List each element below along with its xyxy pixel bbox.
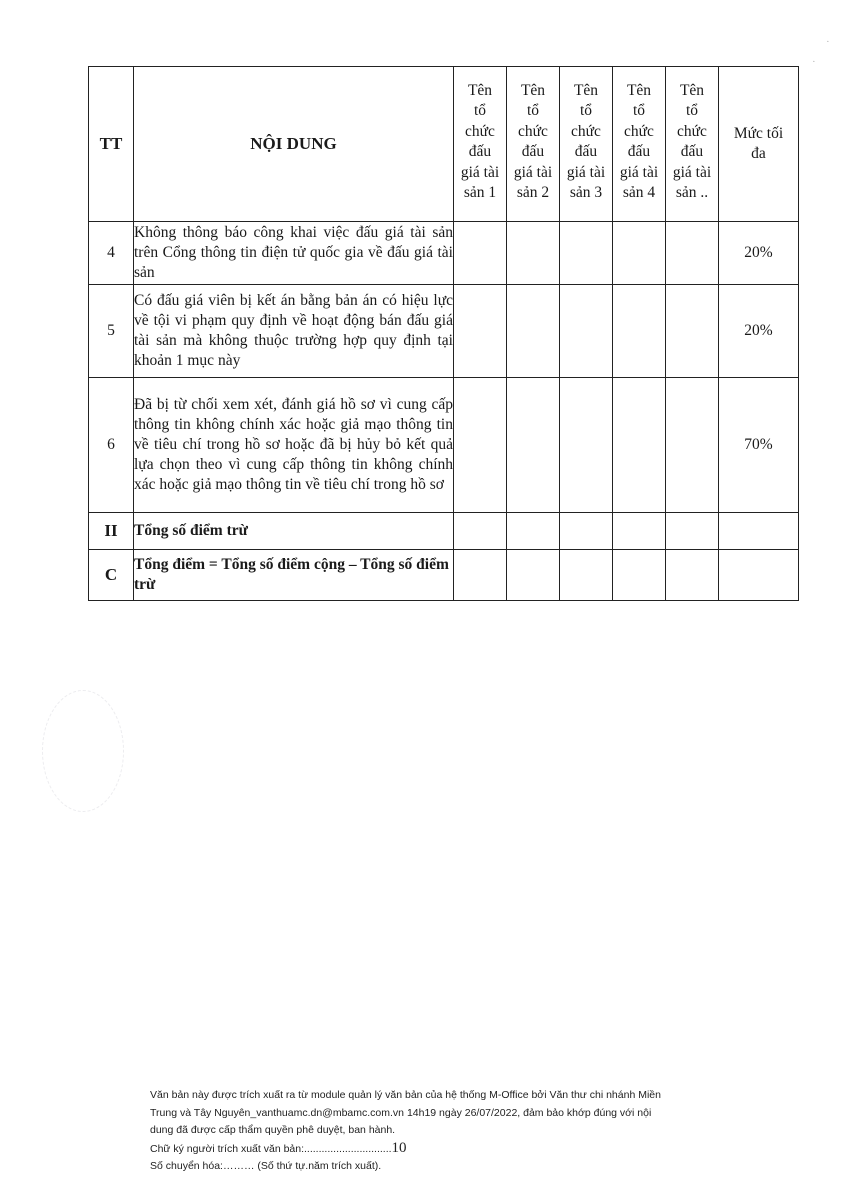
header-content: NỘI DUNG: [134, 67, 454, 222]
score-cell: [560, 513, 613, 550]
criteria-table-container: [88, 66, 798, 601]
score-cell: [666, 513, 719, 550]
extraction-footer: [150, 1087, 720, 1176]
row-content: Có đấu giá viên bị kết án bằng bản án có hiệu lực về tội vi phạm quy định về hoạt động bán đấu giá tài sản mà không thuộc trường hợp quy định tại khoản 1 mục này: [134, 285, 454, 378]
score-cell: [507, 378, 560, 513]
footer-line: dung đã được cấp thẩm quyền phê duyệt, ban hành.: [150, 1124, 396, 1136]
footer-line: Trung và Tây Nguyên_vanthuamc.dn@mbamc.com.vn 14h19 ngày 26/07/2022, đảm bảo khớp đúng với nội: [150, 1106, 652, 1119]
scan-dot: ·: [826, 36, 830, 48]
table-row-grand-total: [89, 550, 799, 601]
header-tt: TT: [89, 67, 134, 222]
table-row: [89, 378, 799, 513]
score-cell: [454, 513, 507, 550]
score-cell: [666, 285, 719, 378]
score-cell: [454, 285, 507, 378]
score-cell: [613, 513, 666, 550]
score-cell: [507, 222, 560, 285]
score-cell: [666, 378, 719, 513]
score-cell: [666, 550, 719, 601]
row-number: C: [89, 550, 134, 601]
row-number: 5: [89, 285, 134, 378]
score-cell: [613, 550, 666, 601]
table-header-row: [89, 67, 799, 222]
conversion-line: Số chuyển hóa:……… (Số thứ tự.năm trích xuất).: [150, 1160, 382, 1172]
row-max: 70%: [719, 378, 799, 513]
score-cell: [507, 550, 560, 601]
table-row-total-deduction: [89, 513, 799, 550]
score-cell: [560, 222, 613, 285]
score-cell: [613, 378, 666, 513]
row-content: Tổng điểm = Tổng số điểm cộng – Tổng số điểm trừ: [134, 550, 454, 601]
score-cell: [613, 285, 666, 378]
score-cell: [560, 285, 613, 378]
row-content: Không thông báo công khai việc đấu giá tài sản trên Cổng thông tin điện tử quốc gia về đấu giá tài sản: [134, 222, 454, 285]
row-max: 20%: [719, 222, 799, 285]
row-number: 4: [89, 222, 134, 285]
header-max: Mức tối đa: [719, 67, 799, 222]
score-cell: [666, 222, 719, 285]
row-max: [719, 513, 799, 550]
scan-dot: ·: [812, 56, 816, 68]
row-max: [719, 550, 799, 601]
header-org-1: Tên tổ chức đấu giá tài sản 1: [454, 67, 507, 222]
score-cell: [454, 222, 507, 285]
score-cell: [454, 378, 507, 513]
row-max: 20%: [719, 285, 799, 378]
score-cell: [613, 222, 666, 285]
header-org-3: Tên tổ chức đấu giá tài sản 3: [560, 67, 613, 222]
row-number: II: [89, 513, 134, 550]
row-number: 6: [89, 378, 134, 513]
signer-value: 10: [391, 1139, 407, 1156]
header-org-more: Tên tổ chức đấu giá tài sản ..: [666, 67, 719, 222]
score-cell: [560, 550, 613, 601]
faint-seal-mark: [42, 690, 124, 812]
header-org-2: Tên tổ chức đấu giá tài sản 2: [507, 67, 560, 222]
score-cell: [560, 378, 613, 513]
table-row: [89, 222, 799, 285]
score-cell: [507, 285, 560, 378]
score-cell: [507, 513, 560, 550]
criteria-table: [88, 66, 799, 601]
signer-label: Chữ ký người trích xuất văn bản:..............................: [150, 1142, 392, 1155]
header-org-4: Tên tổ chức đấu giá tài sản 4: [613, 67, 666, 222]
table-row: [89, 285, 799, 378]
score-cell: [454, 550, 507, 601]
signer-line: [150, 1140, 720, 1159]
footer-line: Văn bản này được trích xuất ra từ module quản lý văn bản của hệ thống M-Office bởi Văn thư chi nhánh Miền: [150, 1089, 661, 1101]
row-content: Tổng số điểm trừ: [134, 513, 454, 550]
row-content: Đã bị từ chối xem xét, đánh giá hồ sơ vì cung cấp thông tin không chính xác hoặc giả mạo thông tin về tiêu chí trong hồ sơ hoặc đã bị hủy bỏ kết quả lựa chọn theo vì cung cấp thông tin không chính xác hoặc giả mạo thông tin về tiêu chí trong hồ sơ: [134, 378, 454, 513]
